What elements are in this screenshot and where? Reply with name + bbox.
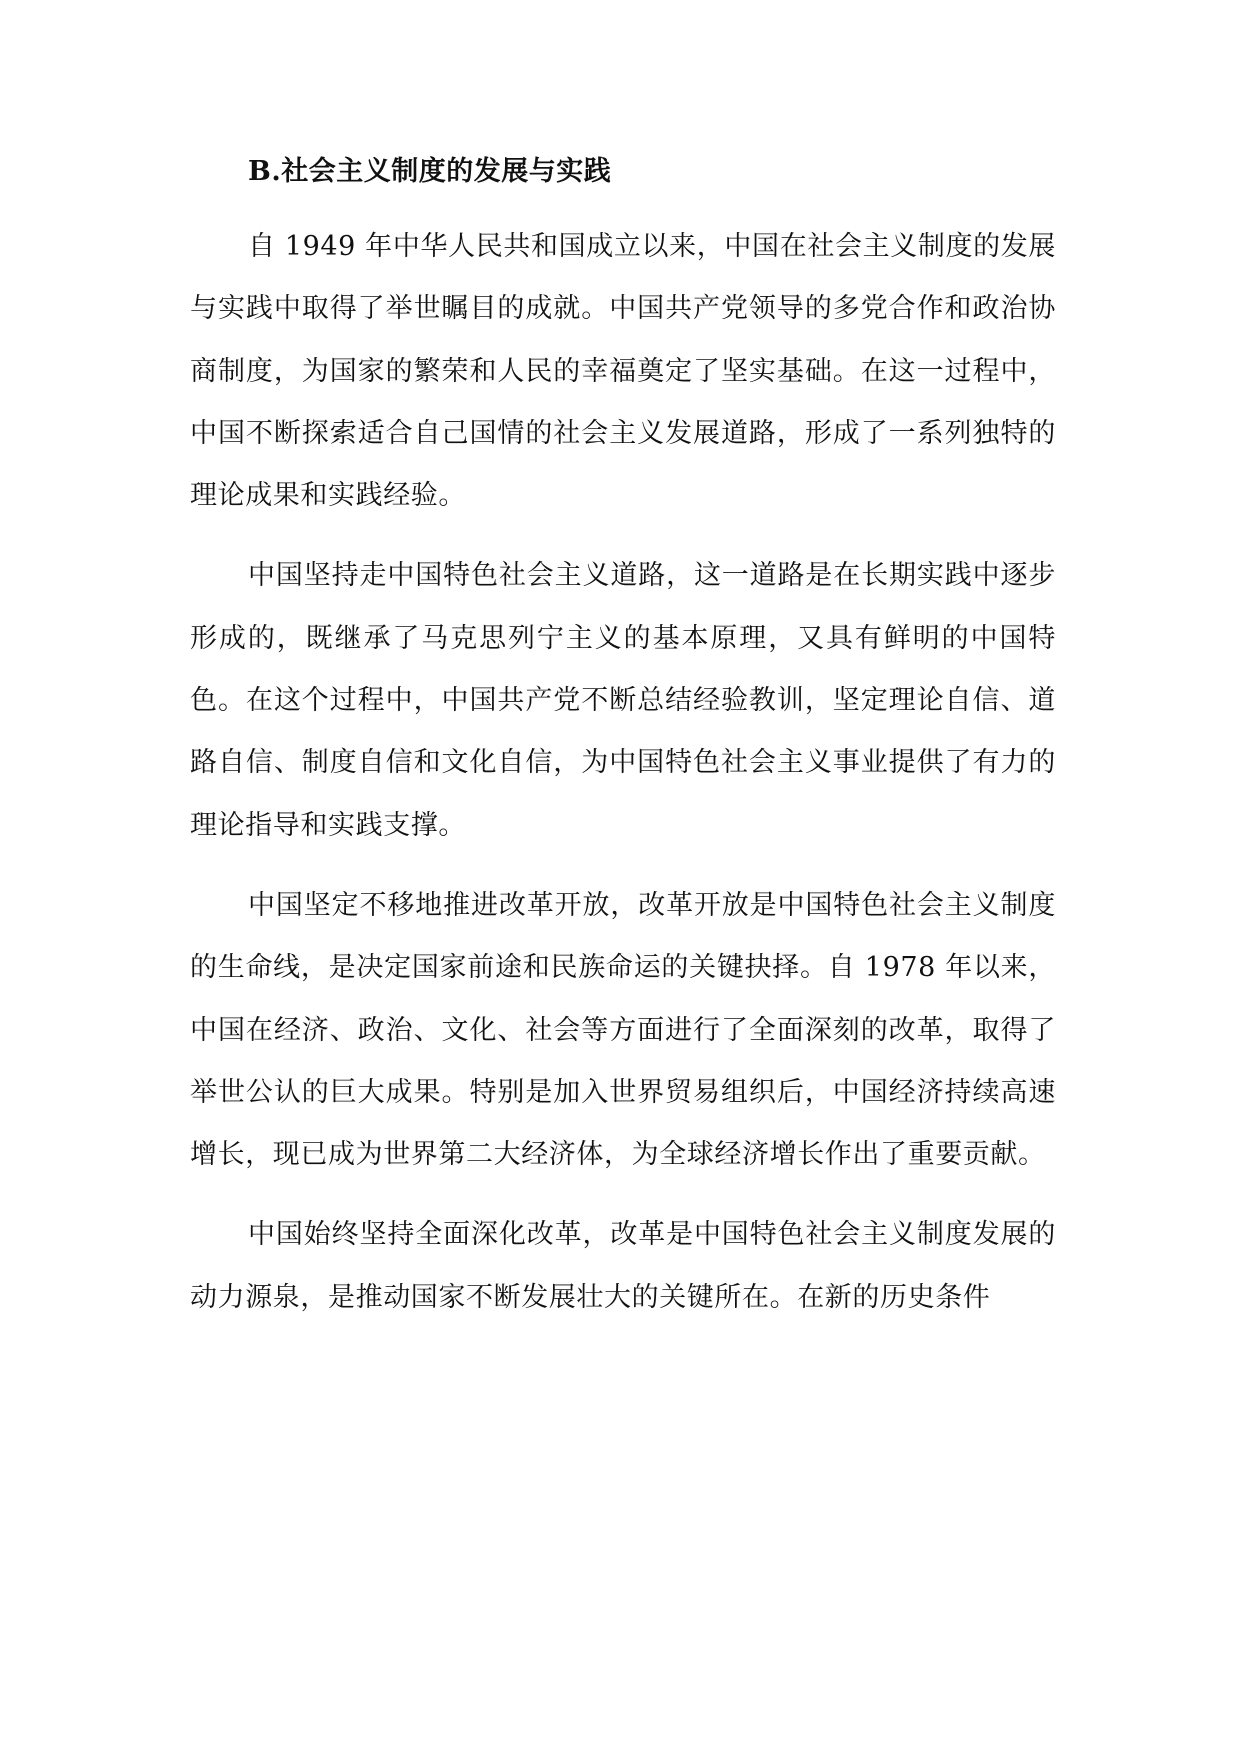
paragraph-founding: 自 1949 年中华人民共和国成立以来，中国在社会主义制度的发展与实践中取得了举世瞩目的成就。中国共产党领导的多党合作和政治协商制度，为国家的繁荣和人民的幸福奠定了坚实基础。在这一过程中，中国不断探索适合自己国情的社会主义发展道路，形成了一系列独特的理论成果和实践经验。 — [190, 231, 1056, 512]
paragraph-reform-opening: 中国坚定不移地推进改革开放，改革开放是中国特色社会主义制度的生命线，是决定国家前途和民族命运的关键抉择。自 1978 年以来，中国在经济、政治、文化、社会等方面进行了全面深刻的改革，取得了举世公认的巨大成果。特别是加入世界贸易组织后，中国经济持续高速增长，现已成为世界第二大经济体，为全球经济增长作出了重要贡献。 — [190, 889, 1056, 1171]
section-heading: B.社会主义制度的发展与实践 — [248, 156, 612, 187]
paragraph-socialist-road: 中国坚持走中国特色社会主义道路，这一道路是在长期实践中逐步形成的，既继承了马克思列宁主义的基本原理，又具有鲜明的中国特色。在这个过程中，中国共产党不断总结经验教训，坚定理论自信、道路自信、制度自信和文化自信，为中国特色社会主义事业提供了有力的理论指导和实践支撑。 — [190, 560, 1056, 841]
document-body — [190, 150, 1056, 1329]
paragraph-deepening-reform: 中国始终坚持全面深化改革，改革是中国特色社会主义制度发展的动力源泉，是推动国家不断发展壮大的关键所在。在新的历史条件 — [190, 1219, 1056, 1313]
